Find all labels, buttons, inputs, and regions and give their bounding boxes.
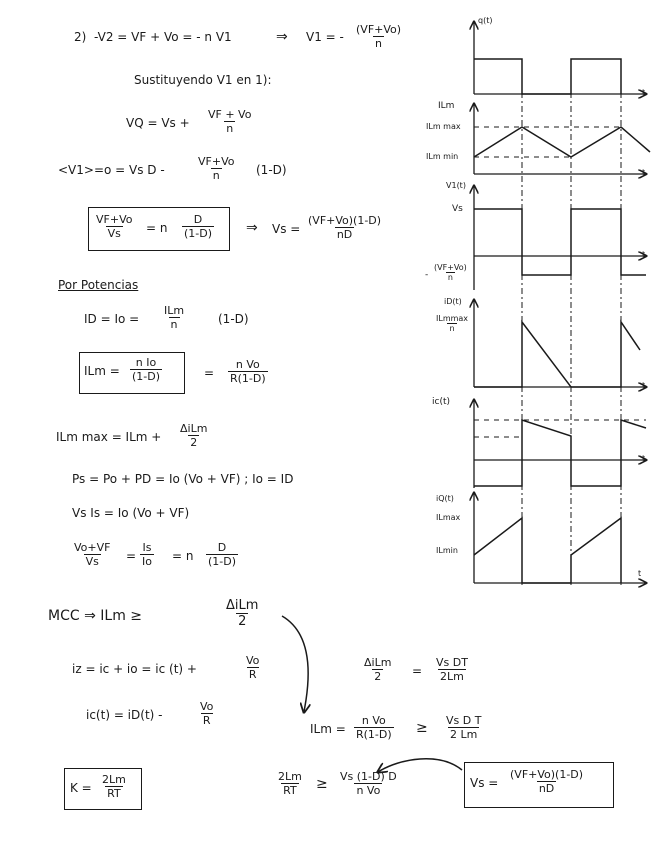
iz-eq-den: R [248,668,257,681]
ilmmax-den: 2 [190,436,198,449]
vs-res-den: nD [336,228,353,241]
eq2-v1-lhs: V1 = - [306,30,344,44]
vs-box-num: (VF+Vo)(1-D) [510,768,584,781]
ps-equation: Ps = Po + PD = Io (Vo + VF) ; Io = ID [72,472,294,486]
ilm-box-lhs: ILm = [84,364,120,378]
ratio-num2: Is [142,541,152,554]
ic-label: ic(t) [432,397,450,407]
ratio-eq2: = n [172,549,194,563]
id-max-num: ILmmax [436,314,469,323]
ilm-box-eq: = [204,366,215,380]
ilm-min-label: ILm min [426,152,459,161]
eq2-implies: ⇒ [276,29,288,45]
q-label: q(t) [478,16,493,25]
ilm-ineq-den: R(1-D) [356,728,392,741]
iq-min-label: ILmin [436,546,458,555]
id-eq-den: n [170,318,178,331]
delta-eq-num2: Vs DT [436,656,468,669]
delta-eq-den: 2 [374,670,382,683]
vs-level-label: Vs [452,204,463,214]
vq-lhs: VQ = Vs + [126,116,190,130]
id-eq-tail: (1-D) [218,312,249,326]
ratio-den: Vs [85,555,99,568]
ilm-ineq-num: n Vo [361,714,386,727]
iq-max-label: ILmax [436,513,461,522]
ic-eq-num: Vo [200,700,214,713]
final-ineq-den2: n Vo [356,784,381,797]
v1-t-label: t [642,250,646,259]
vs-res-implies: ⇒ [246,220,258,236]
ic-eq-lhs: ic(t) = iD(t) - [86,708,163,722]
ilm-ineq-den2: 2 Lm [450,728,478,741]
ic-graph [474,400,646,488]
ilm-ineq-num2: Vs D T [446,714,482,727]
ic-eq-den: R [202,714,211,727]
eq2-number: 2) [74,30,87,44]
vs-box-den: nD [538,782,555,795]
ilm-ineq-ge: ≥ [416,720,428,736]
substituting-text: Sustituyendo V1 en 1): [134,73,272,87]
ilm-max-label: ILm max [426,122,461,131]
ratio-den3: (1-D) [208,555,237,568]
boxed1-num: VF+Vo [96,213,133,226]
delta-eq-num: ΔiLm [364,656,392,669]
iz-eq-lhs: iz = ic + io = ic (t) + [72,662,197,676]
iz-eq-num: Vo [246,654,260,667]
v1-graph [474,186,646,290]
boxed1-num2: D [193,213,203,226]
ilm-box-den: (1-D) [132,370,161,383]
delta-eq-eq: = [412,664,423,678]
id-eq-num: ILm [164,304,185,317]
ilmmax-lhs: ILm max = ILm + [56,430,162,444]
ilmmax-num: ΔiLm [180,422,208,435]
id-label: iD(t) [444,297,462,306]
q-waveform [474,59,621,94]
id-graph [474,300,646,387]
boxed1-den: Vs [107,227,121,240]
ilm-box-den2: R(1-D) [230,372,266,385]
ilm-box-num: n Io [135,356,157,369]
mcc-connector-arrow [282,616,308,712]
v1-label: V1(t) [446,181,466,190]
ilm-t-label: t [642,168,646,177]
ilm-graph [474,104,650,174]
v1-waveform [474,209,646,275]
ratio-num: Vo+VF [74,541,111,554]
ilm-label: ILm [438,101,455,111]
eq2-lhs: -V2 = VF + Vo = - n V1 [94,30,232,44]
final-ineq-ge: ≥ [316,776,328,792]
vsis-equation: Vs Is = Io (Vo + VF) [72,506,190,520]
avg-den: n [212,169,220,182]
boxed1-mid: = n [146,221,168,235]
ic-waveform [474,420,646,486]
k-box-den: RT [107,787,121,800]
id-waveform [474,322,640,387]
iq-graph [474,493,646,583]
iq-t-label: t [638,569,642,578]
neg-level-fraction [432,263,469,282]
vs-box-lhs: Vs = [470,776,499,790]
boxed1-den2: (1-D) [184,227,213,240]
avg-num: VF+Vo [198,155,235,168]
mcc-lhs: MCC ⇒ ILm ≥ [48,608,143,624]
final-ineq-num: 2Lm [278,770,302,783]
vq-den: n [226,122,234,135]
id-max-fraction [434,314,470,333]
ilm-box-num2: n Vo [235,358,260,371]
id-t-label: t [642,381,646,390]
vs-res-num: (VF+Vo)(1-D) [308,214,382,227]
final-ineq-num2: Vs (1-D) D [340,770,397,783]
ic-t-label: t [642,454,646,463]
k-box-num: 2Lm [102,773,126,786]
vq-num: VF + Vo [208,108,252,121]
final-ineq-den: RT [283,784,297,797]
mcc-num: ΔiLm [226,598,259,613]
eq2-v1-num: (VF+Vo) [356,23,402,36]
delta-eq-den2: 2Lm [440,670,464,683]
vs-substitution-arrow [378,759,462,772]
ratio-den2: Io [142,555,152,568]
mcc-den: 2 [238,614,247,629]
ilm-ineq-lhs: ILm = [310,722,346,736]
neg-level-minus: - [425,270,429,280]
ratio-eq: = [126,549,137,563]
id-eq-lhs: ID = Io = [84,312,140,326]
k-box-lhs: K = [70,781,92,795]
eq2-v1-den: n [375,37,383,50]
ratio-num3: D [217,541,227,554]
section-title: Por Potencias [58,278,139,292]
avg-lhs: <V1>=o = Vs D - [58,163,165,177]
id-max-den: n [449,324,455,333]
q-t-label: t [642,88,646,97]
neg-level-num: (VF+Vo) [434,263,467,272]
q-graph [474,22,646,94]
iq-waveform [474,518,621,583]
vs-res-lhs: Vs = [272,222,301,236]
ilm-waveform [474,127,650,157]
avg-tail: (1-D) [256,163,287,177]
iq-label: iQ(t) [436,494,454,503]
neg-level-den: n [447,273,453,282]
